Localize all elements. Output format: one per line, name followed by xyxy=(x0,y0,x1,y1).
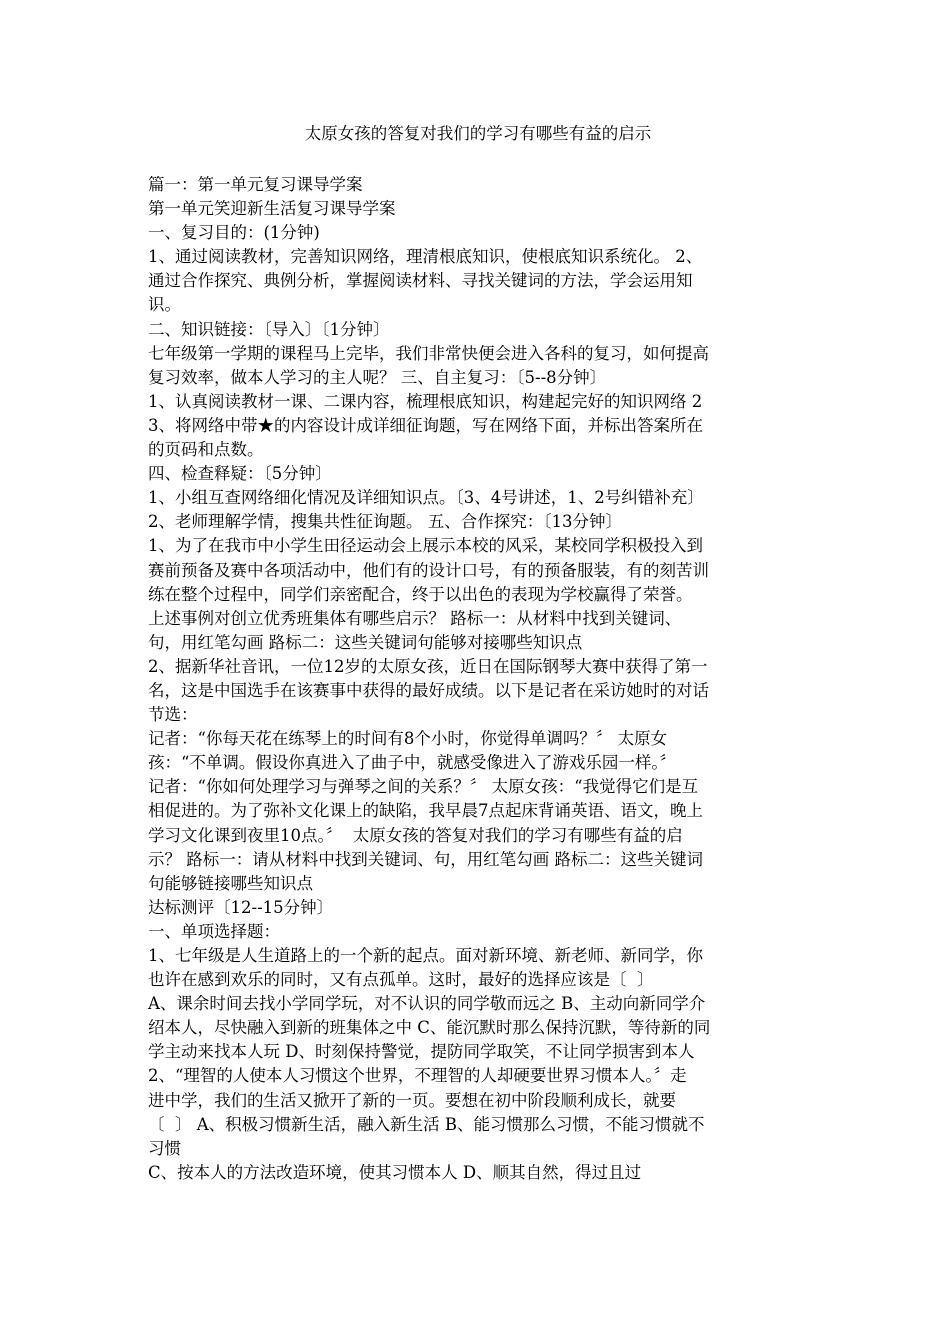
text-line: 1、通过阅读教材，完善知识网络，理清根底知识，使根底知识系统化。 2、 xyxy=(148,247,703,267)
text-line: 一、复习目的：(1分钟) xyxy=(148,223,320,243)
text-line: 进中学，我们的生活又掀开了新的一页。要想在初中阶段顺利成长，就要 xyxy=(148,1090,676,1110)
text-line: 句能够链接哪些知识点 xyxy=(148,873,313,893)
text-line: 上述事例对创立优秀班集体有哪些启示？ 路标一：从材料中找到关键词、 xyxy=(148,608,682,628)
text-line: 二、知识链接：〔导入〕〔1分钟〕 xyxy=(148,319,390,339)
text-line: A、课余时间去找小学同学玩，对不认识的同学敬而远之 B、主动向新同学介 xyxy=(148,994,706,1014)
text-line: 赛前预备及赛中各项活动中，他们有的设计口号，有的预备服装，有的刻苦训 xyxy=(148,560,709,580)
text-line: C、按本人的方法改造环境，使其习惯本人 D、顺其自然，得过且过 xyxy=(148,1162,642,1182)
text-line: 第一单元笑迎新生活复习课导学案 xyxy=(148,199,396,219)
text-line: 七年级第一学期的课程马上完毕，我们非常快便会进入各科的复习，如何提高 xyxy=(148,343,709,363)
text-line: 2、老师理解学情，搜集共性征询题。 五、合作探究：〔13分钟〕 xyxy=(148,512,622,532)
text-line: 识。 xyxy=(148,295,181,315)
text-line: 1、七年级是人生道路上的一个新的起点。面对新环境、新老师、新同学，你 xyxy=(148,946,703,965)
text-line: 3、将网络中带★的内容设计成详细征询题，写在网络下面，并标出答案所在 xyxy=(148,415,703,435)
text-line: 1、认真阅读教材一课、二课内容，梳理根底知识，构建起完好的知识网络 2 xyxy=(148,391,703,411)
text-line: 记者：“你如何处理学习与弹琴之间的关系？〞 太原女孩：“我觉得它们是互 xyxy=(148,777,699,797)
text-line: 孩：“不单调。假设你真进入了曲子中，就感受像进入了游戏乐园一样。〞 xyxy=(148,753,677,773)
text-line: 示？ 路标一：请从材料中找到关键词、句，用红笔勾画 路标二：这些关键词 xyxy=(148,849,703,869)
text-line: 也许在感到欢乐的同时，又有点孤单。这时，最好的选择应该是〔 〕 xyxy=(148,970,654,990)
text-line: 通过合作探究、典例分析，掌握阅读材料、寻找关键词的方法，学会运用知 xyxy=(148,271,693,291)
text-line: 记者：“你每天花在练琴上的时间有8个小时，你觉得单调吗？〞 太原女 xyxy=(148,729,668,749)
text-line: 1、为了在我市中小学生田径运动会上展示本校的风采，某校同学积极投入到 xyxy=(148,536,703,556)
text-line: 节选： xyxy=(148,705,198,725)
text-line: 2、“理智的人使本人习惯这个世界，不理智的人却硬要世界习惯本人。〞走 xyxy=(148,1066,687,1086)
text-line: 练在整个过程中，同学们亲密配合，终于以出色的表现为学校赢得了荣誉。 xyxy=(148,584,693,604)
text-line: 习惯 xyxy=(148,1138,181,1158)
text-line: 四、检查释疑：〔5分钟〕 xyxy=(148,464,332,484)
text-line: 1、小组互查网络细化情况及详细知识点。〔3、4号讲述，1、2号纠错补充〕 xyxy=(148,488,704,508)
text-line: 2、据新华社音讯，一位12岁的太原女孩，近日在国际钢琴大赛中获得了第一 xyxy=(148,656,708,676)
text-line: 相促进的。为了弥补文化课上的缺陷，我早晨7点起床背诵英语、语文，晚上 xyxy=(148,801,703,821)
text-line: 学主动来找本人玩 D、时刻保持警觉，提防同学取笑，不让同学损害到本人 xyxy=(148,1042,695,1062)
text-line: 句，用红笔勾画 路标二：这些关键词句能够对接哪些知识点 xyxy=(148,632,583,652)
text-line: 篇一：第一单元复习课导学案 xyxy=(148,175,363,194)
text-line: 一、单项选择题： xyxy=(148,921,280,941)
text-line: 复习效率，做本人学习的主人呢？ 三、自主复习：〔5--8分钟〕 xyxy=(148,367,607,387)
document-body xyxy=(148,173,808,1185)
text-line: 绍本人，尽快融入到新的班集体之中 C、能沉默时那么保持沉默，等待新的同 xyxy=(148,1018,711,1038)
text-line: 名，这是中国选手在该赛事中获得的最好成绩。以下是记者在采访她时的对话 xyxy=(148,680,709,700)
document-title: 太原女孩的答复对我们的学习有哪些有益的启示 xyxy=(304,124,652,143)
text-line: 学习文化课到夜里10点。〞 太原女孩的答复对我们的学习有哪些有益的启 xyxy=(148,825,683,845)
text-line: 达标测评〔12--15分钟〕 xyxy=(148,897,334,917)
text-line: 的页码和点数。 xyxy=(148,440,264,460)
text-line: 〔 〕 A、积极习惯新生活，融入新生活 B、能习惯那么习惯，不能习惯就不 xyxy=(148,1114,705,1134)
